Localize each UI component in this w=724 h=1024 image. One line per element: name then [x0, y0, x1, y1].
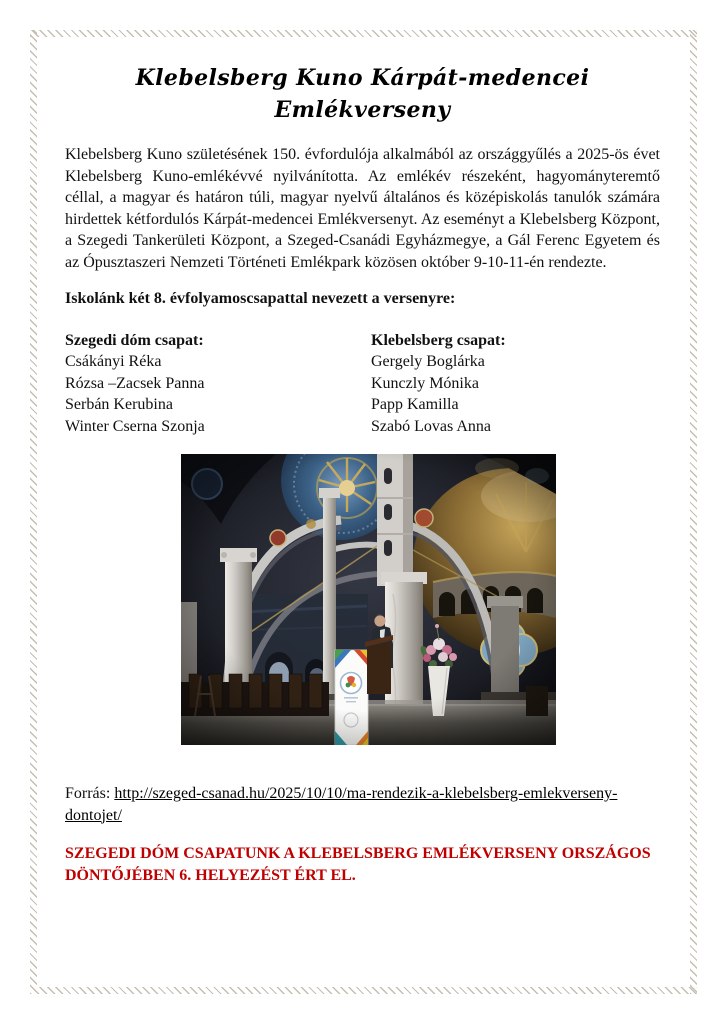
team-member: Papp Kamilla	[371, 396, 459, 413]
team-szegedi-dom	[65, 330, 371, 438]
team-name: Klebelsberg csapat:	[371, 331, 506, 349]
team-member: Szabó Lovas Anna	[371, 417, 491, 435]
source-label: Forrás:	[65, 785, 111, 802]
intro-paragraph: Klebelsberg Kuno születésének 150. évfordulója alkalmából az országgyűlés a 2025-ös évet Klebelsberg Kuno-emlékévvé nyilvánította. Az emlékév részeként, hagyományteremtő céllal, a magyar és határon túli, magyar nyelvű általános és középiskolás tanulók számára hirdettek kétfordulós Kárpát-medencei Emlékversenyt. Az eseményt a Klebelsberg Központ, a Szegedi Tankerületi Központ, a Szeged-Csanádi Egyházmegye, a Gál Ferenc Egyetem és az Ópusztaszeri Nemzeti Történeti Emlékpark közösen október 9-10-11-én rendezte.	[65, 146, 660, 271]
team-name: Szegedi dóm csapat:	[65, 331, 204, 349]
team-member: Gergely Boglárka	[371, 353, 485, 370]
border-edge-right	[690, 30, 697, 994]
border-edge-left	[30, 30, 37, 994]
team-member: Rózsa –Zacsek Panna	[65, 374, 205, 392]
source-link[interactable]: http://szeged-csanad.hu/2025/10/10/ma-rendezik-a-klebelsberg-emlekverseny-dontojet/	[65, 785, 618, 824]
team-member: Kunczly Mónika	[371, 374, 479, 392]
page-title: Klebelsberg Kuno Kárpát-medencei Emlékverseny	[135, 65, 590, 123]
cathedral-photo	[181, 454, 556, 745]
team-member: Serbán Kerubina	[65, 396, 173, 413]
teams-section	[65, 330, 660, 438]
source-line	[65, 783, 660, 826]
result-announcement: SZEGEDI DÓM CSAPATUNK A KLEBELSBERG EMLÉKVERSENY ORSZÁGOS DÖNTŐJÉBEN 6. HELYEZÉST ÉRT EL.	[65, 845, 651, 884]
team-klebelsberg	[371, 330, 506, 438]
entry-heading: Iskolánk két 8. évfolyamoscsapattal nevezett a versenyre:	[65, 290, 456, 307]
document-page	[65, 0, 660, 886]
team-member: Csákányi Réka	[65, 353, 162, 370]
team-member: Winter Cserna Szonja	[65, 417, 205, 435]
border-edge-bottom	[30, 987, 697, 994]
